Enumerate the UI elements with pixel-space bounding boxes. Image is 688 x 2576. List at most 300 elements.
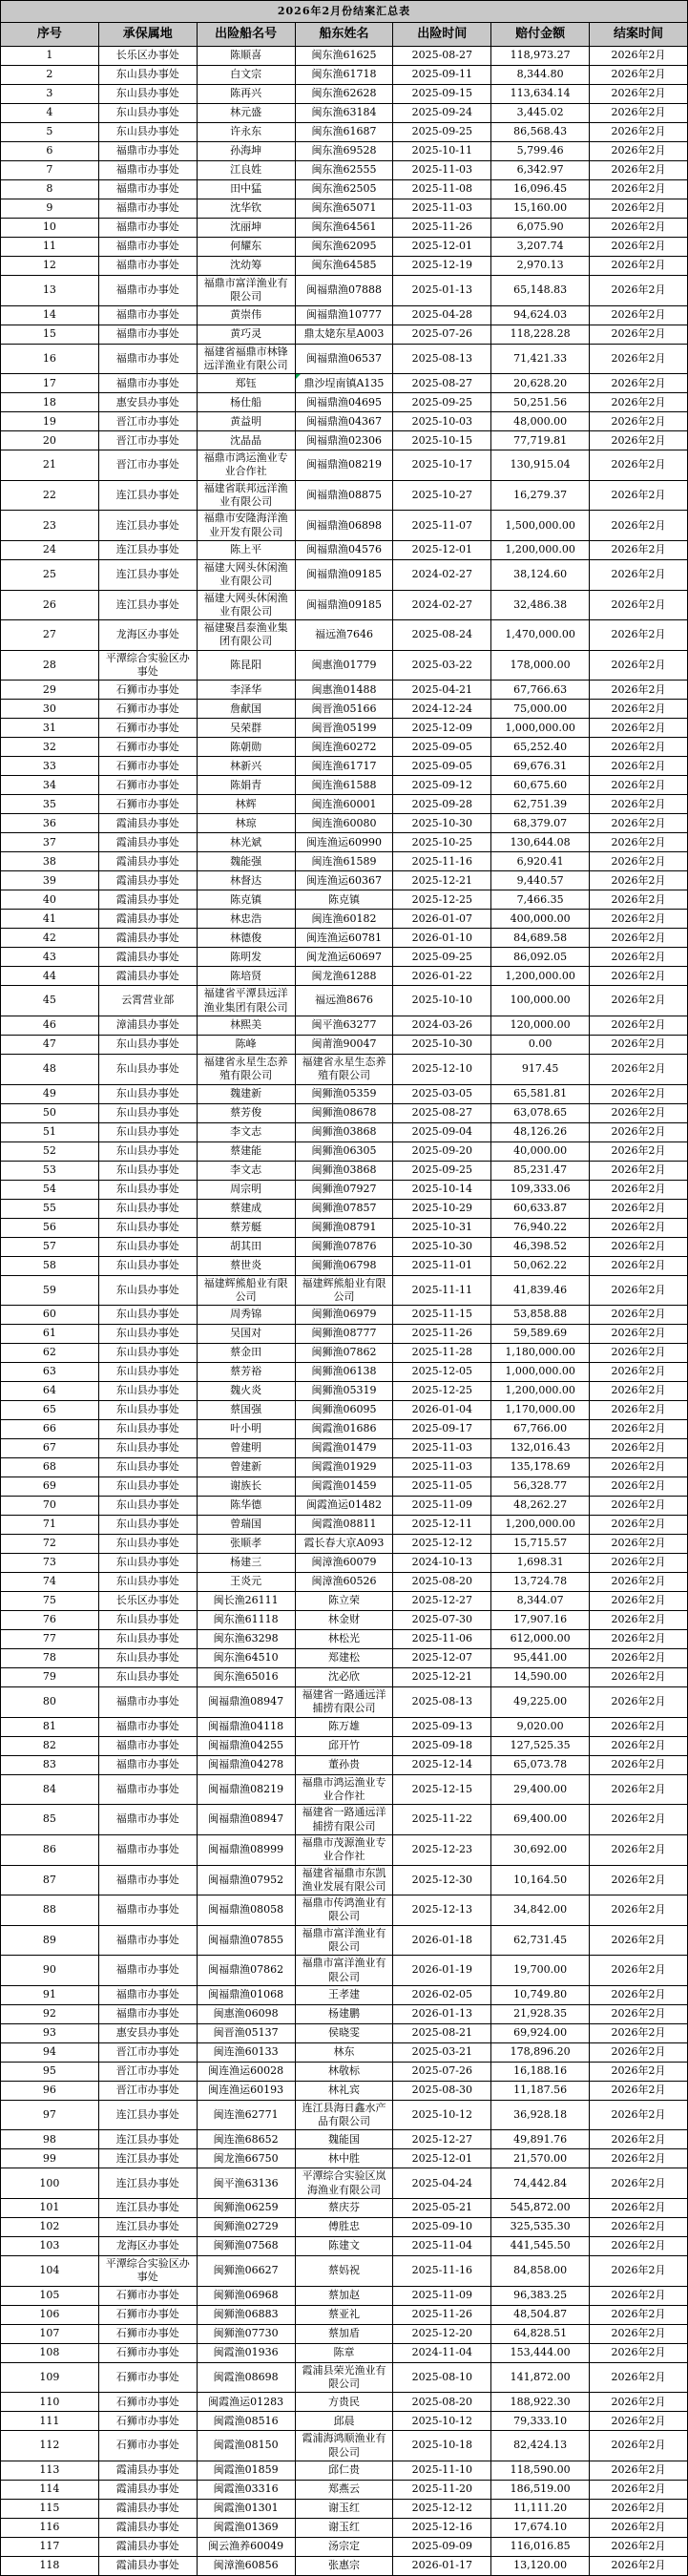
cell-seq[interactable]: 106	[1, 2305, 99, 2324]
cell-incident-date[interactable]: 2025-09-05	[393, 757, 491, 776]
cell-amount[interactable]: 6,920.41	[491, 852, 590, 871]
cell-close-date[interactable]: 2026年2月	[590, 412, 688, 431]
cell-owner-name[interactable]: 汤宗定	[295, 2537, 393, 2556]
cell-region[interactable]: 晋江市办事处	[98, 2081, 197, 2100]
cell-amount[interactable]: 1,200,000.00	[491, 967, 590, 986]
cell-region[interactable]: 福鼎市办事处	[98, 344, 197, 374]
cell-region[interactable]: 东山县办事处	[98, 1141, 197, 1161]
cell-incident-date[interactable]: 2025-09-25	[393, 123, 491, 142]
cell-incident-date[interactable]: 2025-10-10	[393, 986, 491, 1016]
cell-owner-name[interactable]: 闽狮渔08777	[295, 1325, 393, 1344]
cell-incident-date[interactable]: 2025-08-27	[393, 374, 491, 393]
cell-seq[interactable]: 105	[1, 2286, 99, 2305]
cell-amount[interactable]: 48,262.27	[491, 1497, 590, 1516]
cell-owner-name[interactable]: 闽东渔63184	[295, 104, 393, 123]
cell-region[interactable]: 霞浦县办事处	[98, 929, 197, 948]
cell-close-date[interactable]: 2026年2月	[590, 2218, 688, 2237]
cell-vessel-name[interactable]: 詹献国	[197, 700, 295, 719]
cell-amount[interactable]: 141,872.00	[491, 2362, 590, 2393]
cell-incident-date[interactable]: 2025-09-25	[393, 1161, 491, 1180]
cell-seq[interactable]: 55	[1, 1199, 99, 1218]
cell-region[interactable]: 东山县办事处	[98, 1497, 197, 1516]
cell-owner-name[interactable]: 闽福鼎渔08219	[295, 450, 393, 481]
cell-seq[interactable]: 102	[1, 2218, 99, 2237]
cell-amount[interactable]: 1,200,000.00	[491, 1516, 590, 1535]
cell-amount[interactable]: 10,749.80	[491, 1985, 590, 2004]
cell-region[interactable]: 东山县办事处	[98, 1630, 197, 1649]
cell-seq[interactable]: 5	[1, 123, 99, 142]
cell-incident-date[interactable]: 2025-10-29	[393, 1199, 491, 1218]
cell-owner-name[interactable]: 闽东渔61625	[295, 47, 393, 66]
cell-seq[interactable]: 68	[1, 1458, 99, 1477]
cell-amount[interactable]: 545,872.00	[491, 2199, 590, 2218]
cell-incident-date[interactable]: 2026-02-05	[393, 1985, 491, 2004]
cell-incident-date[interactable]: 2025-11-09	[393, 2286, 491, 2305]
cell-close-date[interactable]: 2026年2月	[590, 85, 688, 104]
cell-amount[interactable]: 82,424.13	[491, 2431, 590, 2461]
cell-close-date[interactable]: 2026年2月	[590, 2393, 688, 2412]
cell-seq[interactable]: 114	[1, 2480, 99, 2499]
cell-incident-date[interactable]: 2025-12-21	[393, 1668, 491, 1687]
cell-close-date[interactable]: 2026年2月	[590, 910, 688, 929]
cell-region[interactable]: 福鼎市办事处	[98, 1895, 197, 1926]
cell-region[interactable]: 东山县办事处	[98, 1218, 197, 1237]
cell-amount[interactable]: 36,928.18	[491, 2100, 590, 2130]
cell-vessel-name[interactable]: 闽福鼎渔07862	[197, 1956, 295, 1986]
cell-amount[interactable]: 15,715.57	[491, 1535, 590, 1554]
cell-close-date[interactable]: 2026年2月	[590, 1363, 688, 1382]
cell-vessel-name[interactable]: 闽狮渔06259	[197, 2199, 295, 2218]
cell-close-date[interactable]: 2026年2月	[590, 1122, 688, 1141]
cell-vessel-name[interactable]: 闽福鼎渔08947	[197, 1805, 295, 1835]
cell-vessel-name[interactable]: 蔡芳裕	[197, 1363, 295, 1382]
cell-vessel-name[interactable]: 沈丽坤	[197, 219, 295, 238]
cell-close-date[interactable]: 2026年2月	[590, 2130, 688, 2149]
cell-vessel-name[interactable]: 福建省永星生态养殖有限公司	[197, 1054, 295, 1084]
cell-region[interactable]: 霞浦县办事处	[98, 890, 197, 910]
cell-vessel-name[interactable]: 叶小明	[197, 1420, 295, 1439]
cell-vessel-name[interactable]: 陈昆阳	[197, 650, 295, 681]
cell-incident-date[interactable]: 2025-11-26	[393, 1325, 491, 1344]
cell-amount[interactable]: 59,589.69	[491, 1325, 590, 1344]
cell-close-date[interactable]: 2026年2月	[590, 1717, 688, 1736]
cell-region[interactable]: 晋江市办事处	[98, 431, 197, 450]
cell-seq[interactable]: 30	[1, 700, 99, 719]
cell-amount[interactable]: 60,633.87	[491, 1199, 590, 1218]
cell-amount[interactable]: 46,398.52	[491, 1237, 590, 1256]
cell-region[interactable]: 石狮市办事处	[98, 2412, 197, 2431]
cell-close-date[interactable]: 2026年2月	[590, 1237, 688, 1256]
cell-vessel-name[interactable]: 何耀东	[197, 238, 295, 257]
cell-owner-name[interactable]: 闽狮渔07927	[295, 1180, 393, 1199]
cell-region[interactable]: 惠安县办事处	[98, 393, 197, 412]
cell-amount[interactable]: 86,568.43	[491, 123, 590, 142]
cell-amount[interactable]: 1,698.31	[491, 1554, 590, 1573]
cell-owner-name[interactable]: 蔡加盾	[295, 2324, 393, 2343]
cell-region[interactable]: 东山县办事处	[98, 85, 197, 104]
cell-amount[interactable]: 441,545.50	[491, 2237, 590, 2256]
cell-amount[interactable]: 186,519.00	[491, 2480, 590, 2499]
cell-amount[interactable]: 86,092.05	[491, 948, 590, 967]
cell-incident-date[interactable]: 2025-11-10	[393, 2461, 491, 2480]
cell-close-date[interactable]: 2026年2月	[590, 480, 688, 511]
cell-seq[interactable]: 13	[1, 276, 99, 306]
cell-region[interactable]: 福鼎市办事处	[98, 199, 197, 219]
cell-owner-name[interactable]: 闽霞渔01686	[295, 1420, 393, 1439]
cell-region[interactable]: 霞浦县办事处	[98, 871, 197, 890]
cell-owner-name[interactable]: 闽福鼎渔04576	[295, 540, 393, 559]
cell-incident-date[interactable]: 2025-11-01	[393, 1256, 491, 1275]
cell-close-date[interactable]: 2026年2月	[590, 2343, 688, 2362]
cell-region[interactable]: 石狮市办事处	[98, 776, 197, 795]
cell-close-date[interactable]: 2026年2月	[590, 1865, 688, 1895]
cell-vessel-name[interactable]: 黄巧灵	[197, 325, 295, 344]
cell-region[interactable]: 石狮市办事处	[98, 2343, 197, 2362]
cell-incident-date[interactable]: 2025-03-21	[393, 2042, 491, 2062]
cell-vessel-name[interactable]: 闽霞渔01301	[197, 2499, 295, 2518]
cell-incident-date[interactable]: 2025-11-06	[393, 1630, 491, 1649]
cell-close-date[interactable]: 2026年2月	[590, 1084, 688, 1103]
cell-region[interactable]: 福鼎市办事处	[98, 1755, 197, 1774]
cell-incident-date[interactable]: 2025-12-21	[393, 871, 491, 890]
cell-seq[interactable]: 97	[1, 2100, 99, 2130]
cell-close-date[interactable]: 2026年2月	[590, 852, 688, 871]
cell-vessel-name[interactable]: 许永东	[197, 123, 295, 142]
cell-region[interactable]: 东山县办事处	[98, 66, 197, 85]
cell-seq[interactable]: 19	[1, 412, 99, 431]
cell-amount[interactable]: 69,400.00	[491, 1805, 590, 1835]
cell-region[interactable]: 霞浦县办事处	[98, 2556, 197, 2575]
cell-vessel-name[interactable]: 沈晶晶	[197, 431, 295, 450]
cell-owner-name[interactable]: 闽东渔62628	[295, 85, 393, 104]
cell-vessel-name[interactable]: 闽福鼎渔08999	[197, 1834, 295, 1865]
cell-owner-name[interactable]: 闽福鼎渔09185	[295, 559, 393, 590]
cell-seq[interactable]: 14	[1, 305, 99, 325]
cell-amount[interactable]: 109,333.06	[491, 1180, 590, 1199]
cell-close-date[interactable]: 2026年2月	[590, 1592, 688, 1611]
cell-owner-name[interactable]: 霞浦海鸿顺渔业有限公司	[295, 2431, 393, 2461]
cell-seq[interactable]: 84	[1, 1774, 99, 1805]
cell-incident-date[interactable]: 2025-10-25	[393, 833, 491, 852]
cell-owner-name[interactable]: 闽连渔60182	[295, 910, 393, 929]
cell-close-date[interactable]: 2026年2月	[590, 393, 688, 412]
cell-incident-date[interactable]: 2025-12-12	[393, 1535, 491, 1554]
cell-owner-name[interactable]: 林中胜	[295, 2149, 393, 2168]
cell-amount[interactable]: 7,466.35	[491, 890, 590, 910]
cell-seq[interactable]: 17	[1, 374, 99, 393]
cell-incident-date[interactable]: 2025-12-09	[393, 719, 491, 738]
cell-seq[interactable]: 42	[1, 929, 99, 948]
cell-region[interactable]: 连江县办事处	[98, 480, 197, 511]
cell-owner-name[interactable]: 闽福鼎渔07888	[295, 276, 393, 306]
cell-amount[interactable]: 917.45	[491, 1054, 590, 1084]
cell-owner-name[interactable]: 闽莆渔90047	[295, 1035, 393, 1054]
cell-vessel-name[interactable]: 蔡芳俊	[197, 1103, 295, 1122]
cell-owner-name[interactable]: 闽龙渔运60697	[295, 948, 393, 967]
cell-amount[interactable]: 56,328.77	[491, 1477, 590, 1497]
cell-region[interactable]: 东山县办事处	[98, 1382, 197, 1401]
cell-region[interactable]: 石狮市办事处	[98, 2305, 197, 2324]
cell-seq[interactable]: 64	[1, 1382, 99, 1401]
cell-owner-name[interactable]: 闽连渔运60367	[295, 871, 393, 890]
cell-region[interactable]: 东山县办事处	[98, 1420, 197, 1439]
cell-seq[interactable]: 78	[1, 1649, 99, 1668]
cell-vessel-name[interactable]: 福建大网头休闲渔业有限公司	[197, 590, 295, 620]
cell-owner-name[interactable]: 闽晋渔05166	[295, 700, 393, 719]
cell-close-date[interactable]: 2026年2月	[590, 559, 688, 590]
cell-amount[interactable]: 20,628.20	[491, 374, 590, 393]
cell-close-date[interactable]: 2026年2月	[590, 1275, 688, 1306]
cell-seq[interactable]: 95	[1, 2062, 99, 2081]
cell-owner-name[interactable]: 闽漳渔60079	[295, 1554, 393, 1573]
cell-owner-name[interactable]: 福建辉熊船业有限公司	[295, 1275, 393, 1306]
cell-region[interactable]: 晋江市办事处	[98, 2042, 197, 2062]
cell-vessel-name[interactable]: 闽龙渔66750	[197, 2149, 295, 2168]
cell-close-date[interactable]: 2026年2月	[590, 986, 688, 1016]
cell-vessel-name[interactable]: 田中猛	[197, 180, 295, 199]
cell-amount[interactable]: 2,970.13	[491, 257, 590, 276]
cell-vessel-name[interactable]: 林新兴	[197, 757, 295, 776]
cell-region[interactable]: 东山县办事处	[98, 1199, 197, 1218]
cell-close-date[interactable]: 2026年2月	[590, 929, 688, 948]
cell-region[interactable]: 福鼎市办事处	[98, 238, 197, 257]
cell-region[interactable]: 东山县办事处	[98, 1535, 197, 1554]
cell-amount[interactable]: 1,200,000.00	[491, 1382, 590, 1401]
cell-seq[interactable]: 36	[1, 814, 99, 833]
cell-close-date[interactable]: 2026年2月	[590, 814, 688, 833]
cell-close-date[interactable]: 2026年2月	[590, 1649, 688, 1668]
cell-incident-date[interactable]: 2025-10-30	[393, 814, 491, 833]
cell-vessel-name[interactable]: 曾建明	[197, 1439, 295, 1458]
cell-seq[interactable]: 3	[1, 85, 99, 104]
cell-vessel-name[interactable]: 闽长渔26111	[197, 1592, 295, 1611]
cell-vessel-name[interactable]: 陈顺喜	[197, 47, 295, 66]
cell-seq[interactable]: 57	[1, 1237, 99, 1256]
cell-vessel-name[interactable]: 闽平渔63136	[197, 2168, 295, 2199]
cell-vessel-name[interactable]: 福建大网头休闲渔业有限公司	[197, 559, 295, 590]
cell-seq[interactable]: 7	[1, 161, 99, 180]
cell-region[interactable]: 龙海区办事处	[98, 620, 197, 651]
cell-amount[interactable]: 13,724.78	[491, 1573, 590, 1592]
cell-vessel-name[interactable]: 闽东渔63298	[197, 1630, 295, 1649]
cell-seq[interactable]: 56	[1, 1218, 99, 1237]
cell-amount[interactable]: 50,251.56	[491, 393, 590, 412]
cell-seq[interactable]: 21	[1, 450, 99, 481]
cell-amount[interactable]: 74,442.84	[491, 2168, 590, 2199]
cell-amount[interactable]: 94,624.03	[491, 305, 590, 325]
cell-incident-date[interactable]: 2025-11-03	[393, 1439, 491, 1458]
cell-owner-name[interactable]: 闽连渔运60990	[295, 833, 393, 852]
cell-seq[interactable]: 35	[1, 795, 99, 814]
cell-close-date[interactable]: 2026年2月	[590, 2518, 688, 2537]
cell-region[interactable]: 福鼎市办事处	[98, 180, 197, 199]
cell-amount[interactable]: 34,842.00	[491, 1895, 590, 1926]
cell-amount[interactable]: 65,252.40	[491, 738, 590, 757]
cell-incident-date[interactable]: 2025-12-16	[393, 2518, 491, 2537]
cell-seq[interactable]: 26	[1, 590, 99, 620]
cell-amount[interactable]: 118,590.00	[491, 2461, 590, 2480]
cell-incident-date[interactable]: 2025-04-28	[393, 305, 491, 325]
cell-seq[interactable]: 22	[1, 480, 99, 511]
cell-close-date[interactable]: 2026年2月	[590, 795, 688, 814]
cell-close-date[interactable]: 2026年2月	[590, 833, 688, 852]
cell-vessel-name[interactable]: 福建辉熊船业有限公司	[197, 1275, 295, 1306]
cell-amount[interactable]: 130,644.08	[491, 833, 590, 852]
cell-vessel-name[interactable]: 陈娟青	[197, 776, 295, 795]
cell-incident-date[interactable]: 2025-12-07	[393, 1649, 491, 1668]
cell-close-date[interactable]: 2026年2月	[590, 1668, 688, 1687]
cell-incident-date[interactable]: 2025-03-05	[393, 1084, 491, 1103]
column-header-close-date[interactable]: 结案时间	[590, 23, 688, 47]
cell-vessel-name[interactable]: 李泽华	[197, 681, 295, 700]
cell-seq[interactable]: 87	[1, 1865, 99, 1895]
cell-vessel-name[interactable]: 闽福鼎渔04255	[197, 1736, 295, 1755]
cell-owner-name[interactable]: 蔡妈祝	[295, 2256, 393, 2287]
cell-region[interactable]: 连江县办事处	[98, 559, 197, 590]
cell-amount[interactable]: 325,535.30	[491, 2218, 590, 2237]
cell-owner-name[interactable]: 闽狮渔07857	[295, 1199, 393, 1218]
cell-seq[interactable]: 77	[1, 1630, 99, 1649]
cell-incident-date[interactable]: 2025-12-10	[393, 1054, 491, 1084]
cell-region[interactable]: 连江县办事处	[98, 2100, 197, 2130]
cell-owner-name[interactable]: 闽福鼎渔06898	[295, 511, 393, 541]
cell-amount[interactable]: 11,111.20	[491, 2499, 590, 2518]
cell-owner-name[interactable]: 张惠宗	[295, 2556, 393, 2575]
cell-owner-name[interactable]: 闽连渔运60781	[295, 929, 393, 948]
cell-incident-date[interactable]: 2025-11-04	[393, 2237, 491, 2256]
cell-vessel-name[interactable]: 王炎元	[197, 1573, 295, 1592]
cell-amount[interactable]: 48,504.87	[491, 2305, 590, 2324]
cell-vessel-name[interactable]: 闽连渔60133	[197, 2042, 295, 2062]
cell-close-date[interactable]: 2026年2月	[590, 47, 688, 66]
cell-seq[interactable]: 99	[1, 2149, 99, 2168]
cell-region[interactable]: 东山县办事处	[98, 1035, 197, 1054]
cell-seq[interactable]: 85	[1, 1805, 99, 1835]
cell-seq[interactable]: 117	[1, 2537, 99, 2556]
cell-incident-date[interactable]: 2025-09-15	[393, 85, 491, 104]
cell-vessel-name[interactable]: 闽福鼎渔07952	[197, 1865, 295, 1895]
cell-owner-name[interactable]: 闽连渔61717	[295, 757, 393, 776]
cell-seq[interactable]: 49	[1, 1084, 99, 1103]
cell-incident-date[interactable]: 2025-10-31	[393, 1218, 491, 1237]
cell-seq[interactable]: 80	[1, 1687, 99, 1718]
cell-close-date[interactable]: 2026年2月	[590, 967, 688, 986]
cell-close-date[interactable]: 2026年2月	[590, 2480, 688, 2499]
cell-vessel-name[interactable]: 福建省平潭县远洋渔业集团有限公司	[197, 986, 295, 1016]
cell-incident-date[interactable]: 2025-11-03	[393, 1458, 491, 1477]
cell-incident-date[interactable]: 2025-09-13	[393, 1717, 491, 1736]
cell-amount[interactable]: 21,928.35	[491, 2004, 590, 2023]
cell-owner-name[interactable]: 闽东渔64585	[295, 257, 393, 276]
cell-amount[interactable]: 19,700.00	[491, 1956, 590, 1986]
cell-region[interactable]: 晋江市办事处	[98, 412, 197, 431]
cell-region[interactable]: 东山县办事处	[98, 1325, 197, 1344]
cell-vessel-name[interactable]: 吴国对	[197, 1325, 295, 1344]
cell-amount[interactable]: 69,924.00	[491, 2023, 590, 2042]
cell-seq[interactable]: 107	[1, 2324, 99, 2343]
cell-close-date[interactable]: 2026年2月	[590, 1161, 688, 1180]
cell-seq[interactable]: 8	[1, 180, 99, 199]
cell-owner-name[interactable]: 福远渔8676	[295, 986, 393, 1016]
cell-incident-date[interactable]: 2025-11-16	[393, 852, 491, 871]
cell-close-date[interactable]: 2026年2月	[590, 1180, 688, 1199]
cell-region[interactable]: 石狮市办事处	[98, 2362, 197, 2393]
cell-close-date[interactable]: 2026年2月	[590, 1805, 688, 1835]
cell-region[interactable]: 福鼎市办事处	[98, 276, 197, 306]
cell-owner-name[interactable]: 闽霞渔08811	[295, 1516, 393, 1535]
cell-region[interactable]: 东山县办事处	[98, 1458, 197, 1477]
cell-close-date[interactable]: 2026年2月	[590, 238, 688, 257]
cell-close-date[interactable]: 2026年2月	[590, 2412, 688, 2431]
cell-region[interactable]: 石狮市办事处	[98, 700, 197, 719]
cell-vessel-name[interactable]: 闽狮渔07568	[197, 2237, 295, 2256]
cell-owner-name[interactable]: 林东	[295, 2042, 393, 2062]
cell-owner-name[interactable]: 林敬标	[295, 2062, 393, 2081]
cell-seq[interactable]: 31	[1, 719, 99, 738]
cell-vessel-name[interactable]: 周秀锦	[197, 1306, 295, 1325]
cell-close-date[interactable]: 2026年2月	[590, 2324, 688, 2343]
cell-amount[interactable]: 3,207.74	[491, 238, 590, 257]
cell-incident-date[interactable]: 2025-12-14	[393, 1755, 491, 1774]
cell-vessel-name[interactable]: 闽霞渔01936	[197, 2343, 295, 2362]
cell-region[interactable]: 连江县办事处	[98, 2199, 197, 2218]
cell-region[interactable]: 平潭综合实验区办事处	[98, 2256, 197, 2287]
cell-vessel-name[interactable]: 林忠浩	[197, 910, 295, 929]
cell-amount[interactable]: 30,692.00	[491, 1834, 590, 1865]
cell-incident-date[interactable]: 2025-09-10	[393, 2218, 491, 2237]
cell-seq[interactable]: 43	[1, 948, 99, 967]
cell-owner-name[interactable]: 闽东渔61718	[295, 66, 393, 85]
cell-incident-date[interactable]: 2025-08-20	[393, 2393, 491, 2412]
cell-incident-date[interactable]: 2025-12-13	[393, 1895, 491, 1926]
cell-vessel-name[interactable]: 李文志	[197, 1161, 295, 1180]
cell-vessel-name[interactable]: 陈培贤	[197, 967, 295, 986]
cell-owner-name[interactable]: 邱仁贵	[295, 2461, 393, 2480]
cell-close-date[interactable]: 2026年2月	[590, 1516, 688, 1535]
cell-vessel-name[interactable]: 郑钰	[197, 374, 295, 393]
cell-amount[interactable]: 95,441.00	[491, 1649, 590, 1668]
cell-region[interactable]: 东山县办事处	[98, 1649, 197, 1668]
cell-owner-name[interactable]: 闽狮渔07862	[295, 1344, 393, 1363]
cell-seq[interactable]: 86	[1, 1834, 99, 1865]
cell-vessel-name[interactable]: 闽福鼎渔07855	[197, 1925, 295, 1956]
cell-vessel-name[interactable]: 林琼	[197, 814, 295, 833]
cell-close-date[interactable]: 2026年2月	[590, 2537, 688, 2556]
cell-seq[interactable]: 88	[1, 1895, 99, 1926]
cell-close-date[interactable]: 2026年2月	[590, 2556, 688, 2575]
cell-close-date[interactable]: 2026年2月	[590, 871, 688, 890]
cell-vessel-name[interactable]: 闽连渔运60028	[197, 2062, 295, 2081]
cell-vessel-name[interactable]: 闽福鼎渔08947	[197, 1687, 295, 1718]
cell-owner-name[interactable]: 闽连渔60272	[295, 738, 393, 757]
cell-vessel-name[interactable]: 白文宗	[197, 66, 295, 85]
cell-owner-name[interactable]: 闽惠渔01488	[295, 681, 393, 700]
cell-incident-date[interactable]: 2025-12-25	[393, 1382, 491, 1401]
cell-region[interactable]: 东山县办事处	[98, 1477, 197, 1497]
cell-incident-date[interactable]: 2025-11-26	[393, 219, 491, 238]
cell-close-date[interactable]: 2026年2月	[590, 2081, 688, 2100]
cell-incident-date[interactable]: 2024-02-27	[393, 590, 491, 620]
cell-seq[interactable]: 50	[1, 1103, 99, 1122]
cell-incident-date[interactable]: 2025-12-11	[393, 1516, 491, 1535]
cell-amount[interactable]: 153,444.00	[491, 2343, 590, 2362]
cell-amount[interactable]: 6,342.97	[491, 161, 590, 180]
cell-vessel-name[interactable]: 孙海坤	[197, 142, 295, 161]
cell-seq[interactable]: 116	[1, 2518, 99, 2537]
cell-incident-date[interactable]: 2025-09-18	[393, 1736, 491, 1755]
cell-close-date[interactable]: 2026年2月	[590, 1895, 688, 1926]
cell-vessel-name[interactable]: 闽霞渔运01283	[197, 2393, 295, 2412]
